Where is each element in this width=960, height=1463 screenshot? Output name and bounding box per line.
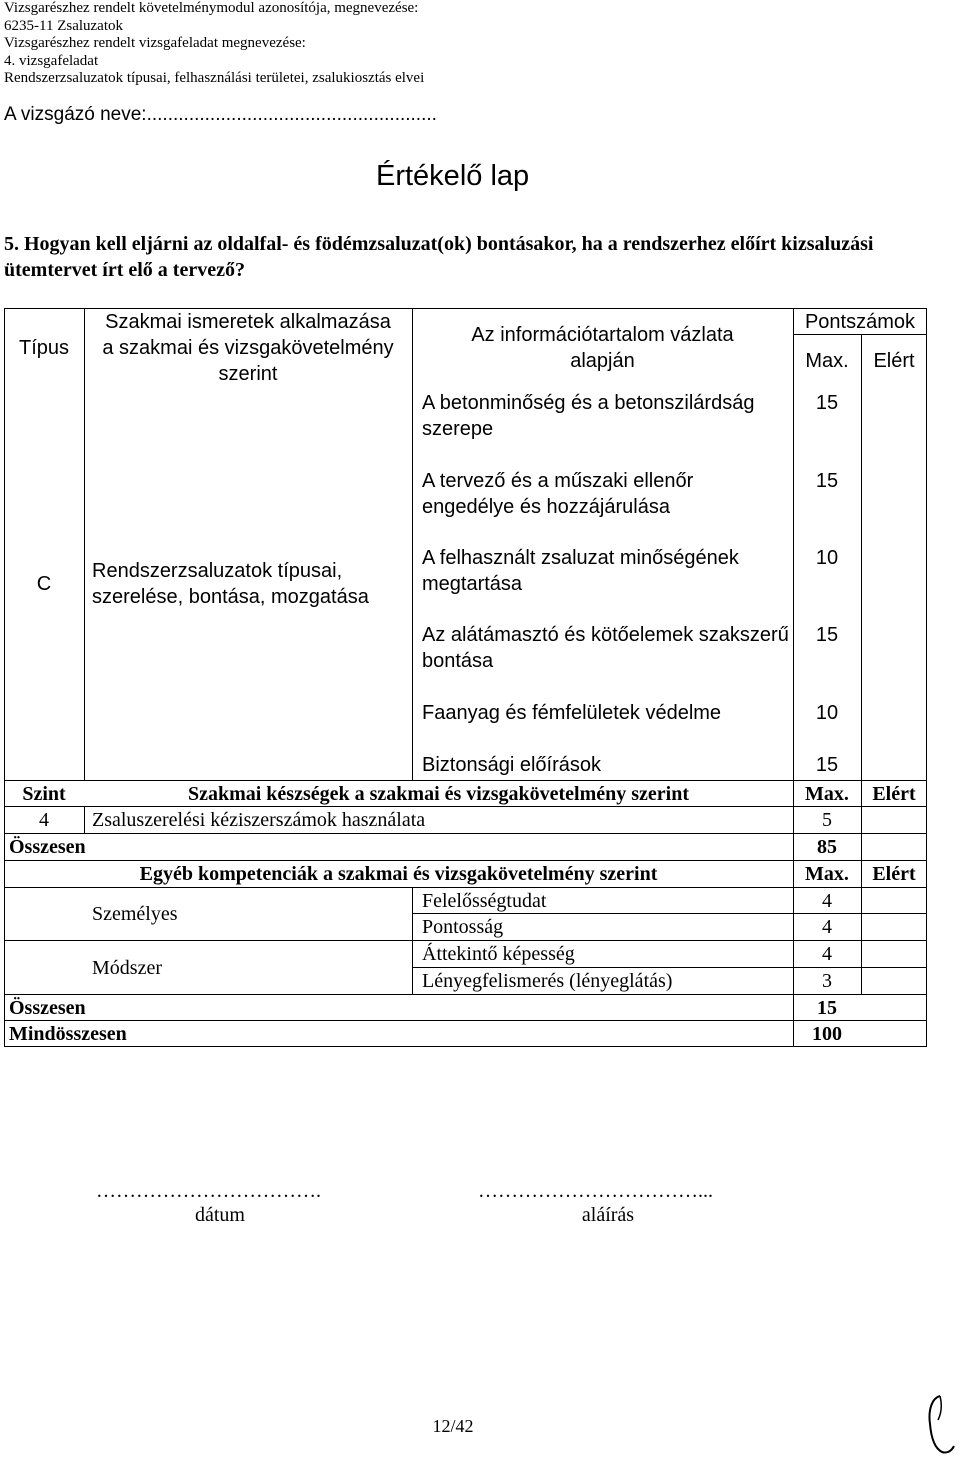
item-4-line-1: Az alátámasztó és kötőelemek szakszerű <box>422 624 789 646</box>
document-header <box>4 0 424 88</box>
item-1-max: 15 <box>815 392 839 414</box>
competencies-max-header: Max. <box>805 863 849 885</box>
handwritten-mark <box>918 1390 958 1460</box>
header-line-3: Vizsgarészhez rendelt vizsgafeladat megnevezése: <box>4 35 306 51</box>
header-line-4: 4. vizsgafeladat <box>4 52 99 69</box>
question-text: 5. Hogyan kell eljárni az oldalfal- és födémzsaluzat(ok) bontásakor, ha a rendszerhez előírt kizsaluzási ütemtervet írt elő a tervező? <box>4 233 874 281</box>
col-header-max: Max. <box>805 350 849 372</box>
date-dots: ……………………………. <box>96 1180 321 1202</box>
skill-level: 4 <box>39 809 49 831</box>
item-5-max: 10 <box>815 702 839 724</box>
group-method: Módszer <box>92 957 162 979</box>
topic-line-2: szerelése, bontása, mozgatása <box>92 586 369 608</box>
item-2-line-2: engedélye és hozzájárulása <box>422 496 670 518</box>
item-3-max: 10 <box>815 547 839 569</box>
comp-item-2: Pontosság <box>422 916 504 938</box>
item-5-line-1: Faanyag és fémfelületek védelme <box>422 702 722 724</box>
comp-item-3-max: 4 <box>822 943 832 965</box>
skill-name: Zsaluszerelési kéziszerszámok használata <box>92 809 426 831</box>
comp-item-1: Felelősségtudat <box>422 890 547 912</box>
col-header-info-2: alapján <box>570 350 635 372</box>
signature-label: aláírás <box>581 1204 635 1226</box>
comp-item-2-max: 4 <box>822 916 832 938</box>
competencies-elert-header: Elért <box>872 863 916 885</box>
group-personal: Személyes <box>92 903 178 925</box>
comp-item-4-max: 3 <box>822 970 832 992</box>
subtotal-2-value: 15 <box>817 997 837 1019</box>
item-3-line-1: A felhasznált zsaluzat minőségének <box>422 547 739 569</box>
item-4-max: 15 <box>815 624 839 646</box>
subtotal-2-label: Összesen <box>9 997 86 1019</box>
topic-line-1: Rendszerzsaluzatok típusai, <box>92 560 343 582</box>
col-header-info-1: Az információtartalom vázlata <box>471 324 734 346</box>
skills-elert-header: Elért <box>872 783 916 805</box>
col-header-tipus: Típus <box>18 337 70 359</box>
header-line-5: Rendszerzsaluzatok típusai, felhasználási területei, zsalukiosztás elvei <box>4 70 425 86</box>
comp-item-1-max: 4 <box>822 890 832 912</box>
col-header-szakmai-1: Szakmai ismeretek alkalmazása <box>105 311 391 333</box>
date-label: dátum <box>195 1204 245 1226</box>
item-6-max: 15 <box>815 754 839 776</box>
item-4-line-2: bontása <box>422 650 494 672</box>
skill-max: 5 <box>822 809 832 831</box>
comp-item-3: Áttekintő képesség <box>422 943 575 965</box>
page-title: Értékelő lap <box>376 160 530 192</box>
candidate-name-line: A vizsgázó neve:....................................................... <box>4 104 437 125</box>
competencies-header: Egyéb kompetenciák a szakmai és vizsgakövetelmény szerint <box>139 863 658 885</box>
signature-dots: ……………………………... <box>478 1180 713 1202</box>
col-header-pontszamok: Pontszámok <box>804 311 916 333</box>
item-1-line-1: A betonminőség és a betonszilárdság <box>422 392 755 414</box>
skills-level-header: Szint <box>22 783 66 805</box>
item-2-line-1: A tervező és a műszaki ellenőr <box>422 470 694 492</box>
skills-header: Szakmai készségek a szakmai és vizsgakövetelmény szerint <box>187 783 690 805</box>
comp-item-4: Lényegfelismerés (lényeglátás) <box>422 970 673 992</box>
header-line-2: 6235-11 Zsaluzatok <box>4 17 123 34</box>
item-6-line-1: Biztonsági előírások <box>422 754 601 776</box>
type-value: C <box>36 573 52 595</box>
subtotal-1-label: Összesen <box>9 836 86 858</box>
item-1-line-2: szerepe <box>422 418 494 440</box>
subtotal-1-value: 85 <box>817 836 837 858</box>
item-2-max: 15 <box>815 470 839 492</box>
page-number: 12/42 <box>432 1416 474 1436</box>
item-3-line-2: megtartása <box>422 573 523 595</box>
skills-max-header: Max. <box>805 783 849 805</box>
total-value: 100 <box>812 1023 842 1045</box>
col-header-elert: Elért <box>873 350 915 372</box>
col-header-szakmai-3: szerint <box>218 363 278 385</box>
col-header-szakmai-2: a szakmai és vizsgakövetelmény <box>102 337 394 359</box>
header-line-1: Vizsgarészhez rendelt követelménymodul azonosítója, megnevezése: <box>4 0 419 16</box>
total-label: Mindösszesen <box>9 1023 127 1045</box>
